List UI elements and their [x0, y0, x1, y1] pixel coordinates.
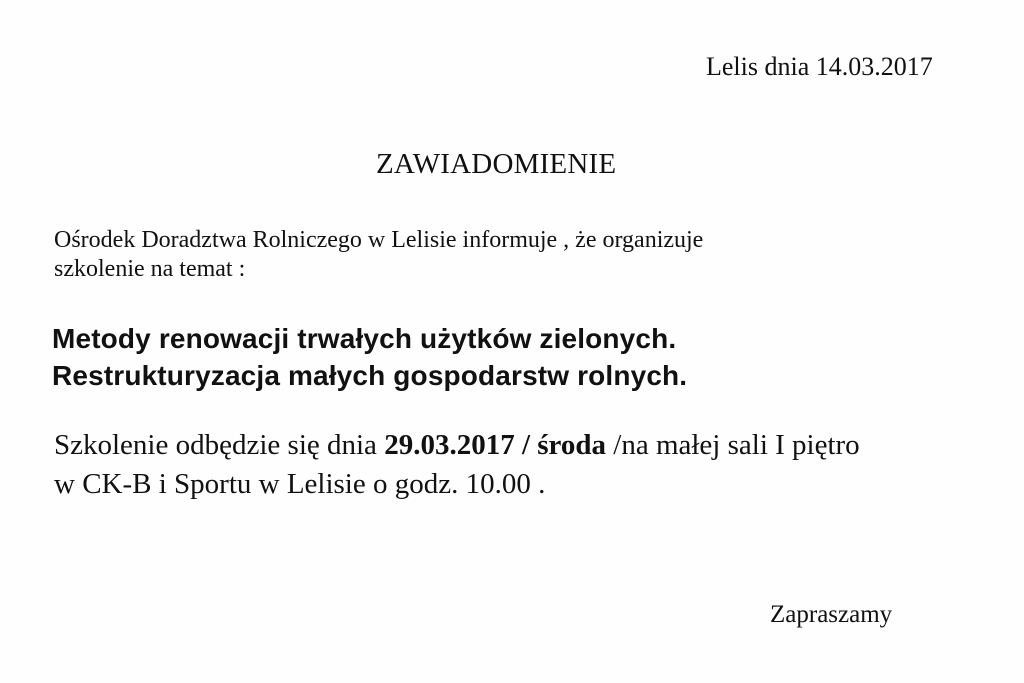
- topic-line-2: Restrukturyzacja małych gospodarstw rolnych.: [52, 360, 688, 391]
- details-prefix: Szkolenie odbędzie się dnia: [54, 429, 385, 461]
- place-date: Lelis dnia 14.03.2017: [706, 52, 933, 81]
- page-title: ZAWIADOMIENIE: [376, 148, 617, 180]
- intro-line-1: Ośrodek Doradztwa Rolniczego w Lelisie informuje , że organizuje: [54, 227, 704, 253]
- topic-line-1: Metody renowacji trwałych użytków zielonych.: [52, 323, 677, 354]
- training-details: [54, 426, 860, 504]
- training-date-day: 29.03.2017 / środa: [384, 429, 607, 461]
- details-line-2: w CK-B i Sportu w Lelisie o godz. 10.00 .: [54, 468, 546, 500]
- closing-invitation: Zapraszamy: [770, 601, 893, 628]
- intro-line-2: szkolenie na temat :: [54, 256, 246, 282]
- training-topic: [52, 320, 687, 394]
- details-line-1: [54, 426, 860, 465]
- details-location: /na małej sali I piętro: [606, 429, 860, 461]
- intro-paragraph: [54, 226, 703, 284]
